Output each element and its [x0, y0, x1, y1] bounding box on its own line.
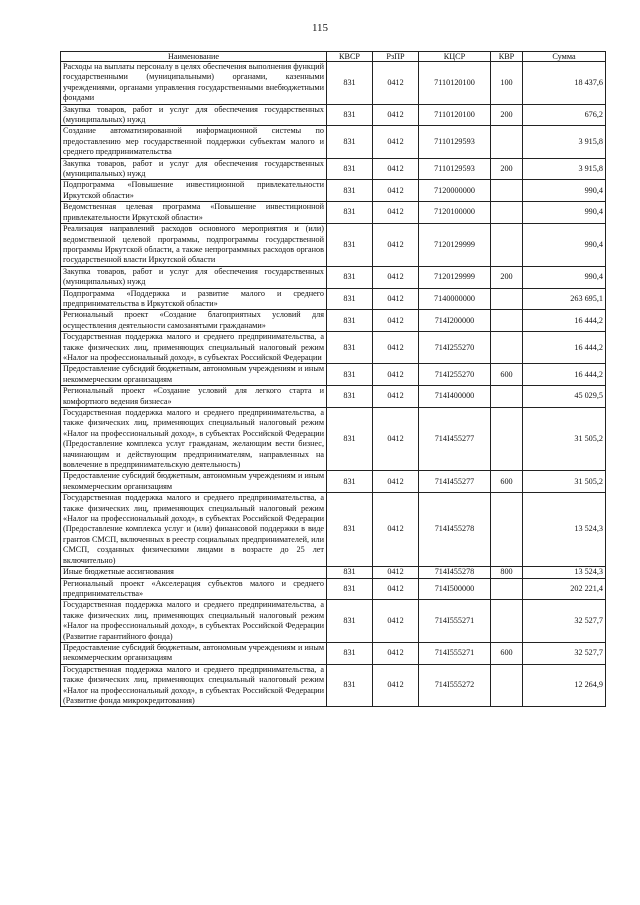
row-kvsr: 831	[327, 62, 373, 105]
row-sum: 990,4	[523, 266, 606, 288]
row-kvr	[491, 126, 523, 158]
row-rzpr: 0412	[373, 664, 419, 707]
row-kvr: 100	[491, 62, 523, 105]
row-kvr: 600	[491, 471, 523, 493]
row-kvr: 800	[491, 567, 523, 578]
row-name: Государственная поддержка малого и среднего предпринимательства, а также физических лиц, применяющих специальный налоговый режим «Налог на профессиональный доход», в субъектах Российской Федерации (Предоставление комплекса услуг и (или) финансовой поддержки в виде грантов СМСП, включенных в реестр социальных предпринимателей, или СМСП, созданных физическими лицами в возрасте до 25 лет включительно)	[61, 493, 327, 567]
row-kvr	[491, 202, 523, 224]
table-row	[61, 266, 606, 288]
row-rzpr: 0412	[373, 578, 419, 600]
row-name: Реализация направлений расходов основного мероприятия и (или) ведомственной целевой программы, подпрограммы государственной программы Иркутской области, а также непрограммных расходов органов государственной власти Иркутской области	[61, 224, 327, 267]
row-name: Подпрограмма «Повышение инвестиционной привлекательности Иркутской области»	[61, 180, 327, 202]
row-name: Предоставление субсидий бюджетным, автономным учреждениям и иным некоммерческим организациям	[61, 471, 327, 493]
row-kvsr: 831	[327, 642, 373, 664]
row-rzpr: 0412	[373, 493, 419, 567]
row-sum: 18 437,6	[523, 62, 606, 105]
row-kcsr: 7110129593	[419, 158, 491, 180]
row-kcsr: 7110120100	[419, 104, 491, 126]
row-kvsr: 831	[327, 408, 373, 471]
row-rzpr: 0412	[373, 600, 419, 643]
table-row	[61, 471, 606, 493]
row-kvr	[491, 578, 523, 600]
row-rzpr: 0412	[373, 471, 419, 493]
row-rzpr: 0412	[373, 332, 419, 364]
row-kvsr: 831	[327, 493, 373, 567]
row-kvsr: 831	[327, 158, 373, 180]
row-kvsr: 831	[327, 600, 373, 643]
row-name: Предоставление субсидий бюджетным, автономным учреждениям и иным некоммерческим организациям	[61, 642, 327, 664]
row-sum: 32 527,7	[523, 642, 606, 664]
table-row	[61, 224, 606, 267]
row-rzpr: 0412	[373, 288, 419, 310]
budget-table	[60, 51, 606, 707]
row-name: Закупка товаров, работ и услуг для обеспечения государственных (муниципальных) нужд	[61, 266, 327, 288]
row-kvr: 200	[491, 104, 523, 126]
row-kvr: 600	[491, 364, 523, 386]
row-kvsr: 831	[327, 332, 373, 364]
table-row	[61, 364, 606, 386]
row-rzpr: 0412	[373, 567, 419, 578]
row-kcsr: 7110120100	[419, 62, 491, 105]
row-sum: 45 029,5	[523, 386, 606, 408]
row-sum: 13 524,3	[523, 567, 606, 578]
row-name: Подпрограмма «Поддержка и развитие малого и среднего предпринимательства в Иркутской области»	[61, 288, 327, 310]
row-name: Иные бюджетные ассигнования	[61, 567, 327, 578]
row-rzpr: 0412	[373, 224, 419, 267]
row-sum: 202 221,4	[523, 578, 606, 600]
table-row	[61, 600, 606, 643]
row-kvsr: 831	[327, 364, 373, 386]
row-kvsr: 831	[327, 288, 373, 310]
row-kcsr: 714I455277	[419, 471, 491, 493]
row-kvsr: 831	[327, 664, 373, 707]
table-row	[61, 386, 606, 408]
row-name: Государственная поддержка малого и среднего предпринимательства, а также физических лиц, применяющих специальный налоговый режим «Налог на профессиональный доход», в субъектах Российской Федерации (Развитие гарантийного фонда)	[61, 600, 327, 643]
row-kcsr: 714I555271	[419, 642, 491, 664]
row-kvr	[491, 288, 523, 310]
row-rzpr: 0412	[373, 266, 419, 288]
row-kvr	[491, 386, 523, 408]
row-kvr	[491, 408, 523, 471]
row-sum: 16 444,2	[523, 364, 606, 386]
row-name: Региональный проект «Создание благоприятных условий для осуществления деятельности самозанятыми гражданами»	[61, 310, 327, 332]
row-kcsr: 7120100000	[419, 202, 491, 224]
row-rzpr: 0412	[373, 386, 419, 408]
row-kvsr: 831	[327, 386, 373, 408]
row-rzpr: 0412	[373, 104, 419, 126]
row-rzpr: 0412	[373, 642, 419, 664]
row-kcsr: 714I455278	[419, 493, 491, 567]
row-kvr: 600	[491, 642, 523, 664]
table-row	[61, 310, 606, 332]
row-kcsr: 714I500000	[419, 578, 491, 600]
row-sum: 990,4	[523, 180, 606, 202]
row-kvsr: 831	[327, 126, 373, 158]
row-kvsr: 831	[327, 310, 373, 332]
row-kvsr: 831	[327, 471, 373, 493]
row-kcsr: 714I455277	[419, 408, 491, 471]
table-row	[61, 288, 606, 310]
row-rzpr: 0412	[373, 126, 419, 158]
row-sum: 990,4	[523, 224, 606, 267]
row-rzpr: 0412	[373, 180, 419, 202]
table-row	[61, 408, 606, 471]
row-kvr	[491, 180, 523, 202]
row-rzpr: 0412	[373, 62, 419, 105]
row-name: Региональный проект «Акселерация субъектов малого и среднего предпринимательства»	[61, 578, 327, 600]
row-kcsr: 7120129999	[419, 266, 491, 288]
row-kvr: 200	[491, 158, 523, 180]
header-kvr: КВР	[491, 52, 523, 62]
row-sum: 31 505,2	[523, 471, 606, 493]
row-kcsr: 714I455278	[419, 567, 491, 578]
row-name: Расходы на выплаты персоналу в целях обеспечения выполнения функций государственными (муниципальными) органами, казенными учреждениями, органами управления государственными внебюджетными фондами	[61, 62, 327, 105]
row-sum: 32 527,7	[523, 600, 606, 643]
row-sum: 990,4	[523, 202, 606, 224]
table-row	[61, 202, 606, 224]
row-sum: 13 524,3	[523, 493, 606, 567]
table-row	[61, 578, 606, 600]
table-row	[61, 180, 606, 202]
row-kcsr: 714I255270	[419, 364, 491, 386]
row-kvr	[491, 664, 523, 707]
row-kcsr: 714I555271	[419, 600, 491, 643]
page-number: 115	[311, 22, 329, 34]
row-name: Государственная поддержка малого и среднего предпринимательства, а также физических лиц, применяющих специальный налоговый режим «Налог на профессиональный доход», в субъектах Российской Федерации	[61, 332, 327, 364]
row-kvsr: 831	[327, 578, 373, 600]
row-kcsr: 714I255270	[419, 332, 491, 364]
row-sum: 3 915,8	[523, 126, 606, 158]
row-sum: 31 505,2	[523, 408, 606, 471]
table-row	[61, 493, 606, 567]
row-kcsr: 7120000000	[419, 180, 491, 202]
row-kcsr: 7140000000	[419, 288, 491, 310]
row-name: Государственная поддержка малого и среднего предпринимательства, а также физических лиц, применяющих специальный налоговый режим «Налог на профессиональный доход», в субъектах Российской Федерации (Развитие фонда микрокредитования)	[61, 664, 327, 707]
header-sum: Сумма	[523, 52, 606, 62]
row-kvr: 200	[491, 266, 523, 288]
row-kcsr: 7120129999	[419, 224, 491, 267]
row-kvsr: 831	[327, 567, 373, 578]
row-kcsr: 714I555272	[419, 664, 491, 707]
row-name: Ведомственная целевая программа «Повышение инвестиционной привлекательности Иркутской области»	[61, 202, 327, 224]
row-kvsr: 831	[327, 180, 373, 202]
table-row	[61, 567, 606, 578]
row-sum: 16 444,2	[523, 332, 606, 364]
row-sum: 676,2	[523, 104, 606, 126]
row-sum: 3 915,8	[523, 158, 606, 180]
row-sum: 12 264,9	[523, 664, 606, 707]
row-rzpr: 0412	[373, 364, 419, 386]
table-header-row	[61, 52, 606, 62]
table-row	[61, 104, 606, 126]
row-kvsr: 831	[327, 202, 373, 224]
table-row	[61, 158, 606, 180]
row-kvsr: 831	[327, 266, 373, 288]
header-kvsr: КВСР	[327, 52, 373, 62]
row-sum: 263 695,1	[523, 288, 606, 310]
row-name: Региональный проект «Создание условий для легкого старта и комфортного ведения бизнеса»	[61, 386, 327, 408]
table-row	[61, 642, 606, 664]
row-rzpr: 0412	[373, 408, 419, 471]
row-kcsr: 714I400000	[419, 386, 491, 408]
row-sum: 16 444,2	[523, 310, 606, 332]
table-row	[61, 126, 606, 158]
row-name: Закупка товаров, работ и услуг для обеспечения государственных (муниципальных) нужд	[61, 104, 327, 126]
table-row	[61, 332, 606, 364]
row-kvr	[491, 600, 523, 643]
row-rzpr: 0412	[373, 310, 419, 332]
header-kcsr: КЦСР	[419, 52, 491, 62]
header-rzpr: РзПР	[373, 52, 419, 62]
row-name: Создание автоматизированной информационной системы по предоставлению мер государственной поддержки субъектам малого и среднего предпринимательства	[61, 126, 327, 158]
header-name: Наименование	[61, 52, 327, 62]
row-kvr	[491, 310, 523, 332]
row-kvr	[491, 224, 523, 267]
table-body	[61, 62, 606, 707]
row-kvr	[491, 493, 523, 567]
table-row	[61, 664, 606, 707]
table-row	[61, 62, 606, 105]
row-kvsr: 831	[327, 224, 373, 267]
row-kvr	[491, 332, 523, 364]
row-kcsr: 7110129593	[419, 126, 491, 158]
row-kcsr: 714I200000	[419, 310, 491, 332]
row-name: Предоставление субсидий бюджетным, автономным учреждениям и иным некоммерческим организациям	[61, 364, 327, 386]
row-name: Закупка товаров, работ и услуг для обеспечения государственных (муниципальных) нужд	[61, 158, 327, 180]
row-name: Государственная поддержка малого и среднего предпринимательства, а также физических лиц, применяющих специальный налоговый режим «Налог на профессиональный доход», в субъектах Российской Федерации (Предоставление комплекса услуг гражданам, желающим вести бизнес, начинающим и действующим предпринимателям, направленных на вовлечение в предпринимательскую деятельность)	[61, 408, 327, 471]
row-rzpr: 0412	[373, 202, 419, 224]
row-rzpr: 0412	[373, 158, 419, 180]
row-kvsr: 831	[327, 104, 373, 126]
